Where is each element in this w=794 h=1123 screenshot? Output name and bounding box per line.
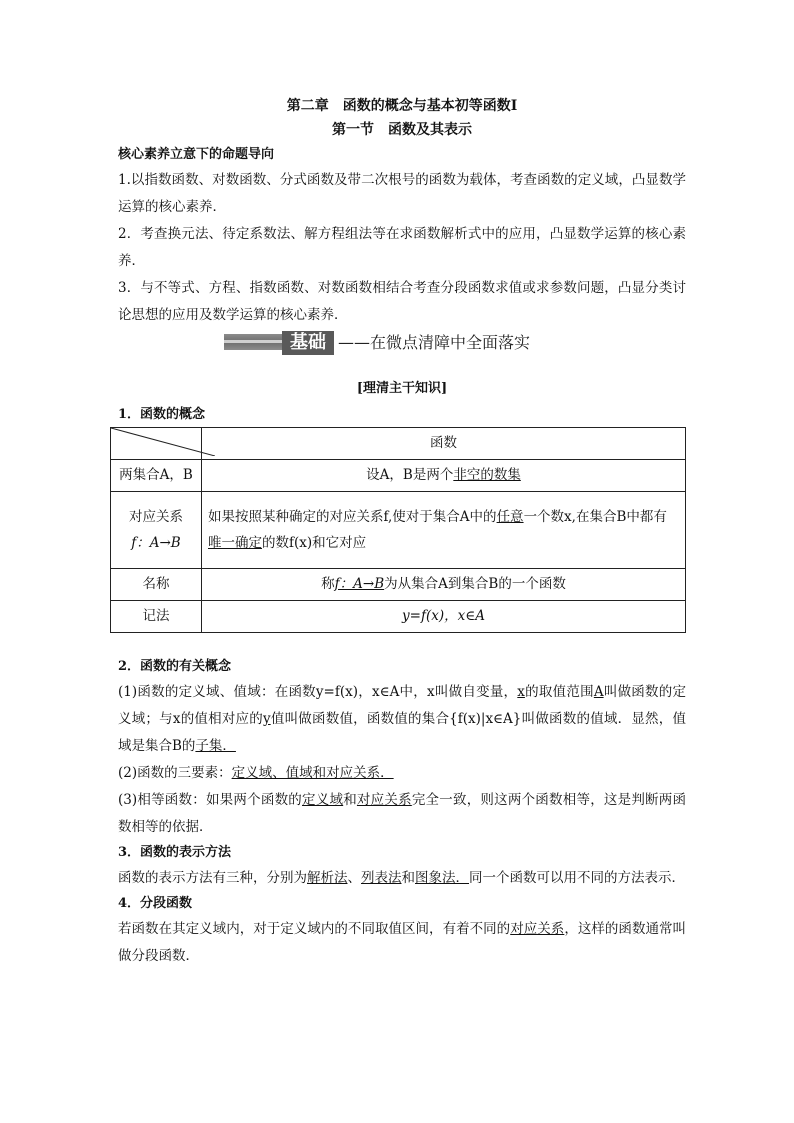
p1-text-d: 值叫做函数值，函数值的集合{f(x)|x∈A}叫做函数的值域．显然，值域是集合B的 xyxy=(118,711,686,754)
document-page xyxy=(118,95,686,970)
related-paragraph-3 xyxy=(118,787,686,841)
p3-text-a: (3)相等函数：如果两个函数的 xyxy=(118,792,303,808)
row-value-mapping xyxy=(202,492,686,569)
p1-underline-subset: 子集． xyxy=(195,738,236,754)
p1-text-a: (1)函数的定义域、值域：在函数y=f(x)，x∈A中，x叫做自变量， xyxy=(118,684,518,700)
related-heading: 2．函数的有关概念 xyxy=(118,659,232,674)
chapter-title: 第二章 函数的概念与基本初等函数Ⅰ xyxy=(286,98,518,114)
representation-paragraph xyxy=(118,865,686,892)
row-label-mapping xyxy=(111,492,202,569)
row-label-name: 名称 xyxy=(111,569,202,601)
column-header-function: 函数 xyxy=(202,428,686,460)
related-paragraph-1 xyxy=(118,679,686,760)
table-row xyxy=(111,601,686,633)
banner-subtitle: ——在微点清障中全面落实 xyxy=(338,333,531,352)
p3-underline-mapping: 对应关系 xyxy=(356,792,412,808)
banner-bar xyxy=(224,334,282,350)
p1-underline-x: x xyxy=(517,684,525,700)
representation-heading: 3．函数的表示方法 xyxy=(118,845,232,860)
mapping-label-line1: 对应关系 xyxy=(129,509,183,525)
p1-text-c: 叫做函数的定义域；与x的值相对应的 xyxy=(118,684,687,727)
p2-underline: 定义域、值域和对应关系． xyxy=(231,765,394,781)
name-underlined: f：A→B xyxy=(334,576,385,592)
mapping-text-a: 如果按照某种确定的对应关系f,使对于集合A中的 xyxy=(208,509,497,525)
diagonal-header-cell xyxy=(111,428,202,460)
rep-text-c: 和 xyxy=(401,870,415,886)
core-title: 核心素养立意下的命题导向 xyxy=(118,147,275,162)
rep-text-a: 函数的表示方法有三种，分别为 xyxy=(118,870,307,886)
table-header-row xyxy=(111,428,686,460)
row-label-notation: 记法 xyxy=(111,601,202,633)
p1-underline-y: y xyxy=(263,711,271,727)
core-item-3: 3．与不等式、方程、指数函数、对数函数相结合考查分段函数求值或求参数问题，凸显分类讨论思想的应用及数学运算的核心素养． xyxy=(118,280,686,323)
p3-text-b: 和 xyxy=(343,792,357,808)
piecewise-heading: 4．分段函数 xyxy=(118,896,193,911)
related-paragraph-2 xyxy=(118,760,686,787)
mapping-underlined-unique: 唯一确定 xyxy=(208,535,262,551)
section-title: 第一节 函数及其表示 xyxy=(332,122,472,138)
mapping-text-c: 的数f(x)和它对应 xyxy=(262,535,367,551)
rep-underline-graph: 图象法． xyxy=(415,870,469,886)
pw-underline: 对应关系 xyxy=(510,921,565,937)
p1-underline-a: A xyxy=(593,684,604,700)
piecewise-paragraph xyxy=(118,916,686,970)
rep-text-b: 、 xyxy=(347,870,361,886)
row-value-name xyxy=(202,569,686,601)
section-banner xyxy=(118,331,686,355)
concept-table xyxy=(110,427,686,633)
p3-text-c: 完全一致，则这两个函数相等，这是判断两函数相等的依据． xyxy=(118,792,687,835)
knowledge-title: [理清主干知识] xyxy=(356,381,448,396)
rep-underline-table: 列表法 xyxy=(361,870,402,886)
mapping-text-b: 一个数x,在集合B中都有 xyxy=(523,509,667,525)
mapping-label-line2: f：A→B xyxy=(131,535,181,551)
core-item-1: 1.以指数函数、对数函数、分式函数及带二次根号的函数为载体，考查函数的定义域，凸显数学运算的核心素养． xyxy=(118,172,686,215)
concept-heading: 1．函数的概念 xyxy=(118,407,206,422)
diagonal-line xyxy=(111,428,215,456)
pw-text-b: ，这样的函数通常叫做分段函数． xyxy=(118,921,687,964)
table-row xyxy=(111,492,686,569)
table-row xyxy=(111,569,686,601)
core-item-2: 2．考查换元法、待定系数法、解方程组法等在求函数解析式中的应用，凸显数学运算的核心素养． xyxy=(118,226,686,269)
table-row xyxy=(111,460,686,492)
rep-underline-analytic: 解析法 xyxy=(307,870,348,886)
p3-underline-domain: 定义域 xyxy=(302,792,344,808)
p2-text-a: (2)函数的三要素： xyxy=(118,765,232,781)
mapping-underlined-any: 任意 xyxy=(496,509,524,525)
row-value-sets xyxy=(202,460,686,492)
banner-tag: 基础 xyxy=(282,331,334,355)
sets-text: 设A，B是两个 xyxy=(366,467,454,483)
pw-text-a: 若函数在其定义域内，对于定义域内的不同取值区间，有着不同的 xyxy=(118,921,511,937)
p1-text-b: 的取值范围 xyxy=(524,684,594,700)
sets-underlined: 非空的数集 xyxy=(453,467,521,483)
name-text-a: 称 xyxy=(321,576,335,592)
name-text-b: 为从集合A到集合B的一个函数 xyxy=(384,576,566,592)
row-label-sets: 两集合A，B xyxy=(111,460,202,492)
row-value-notation: y=f(x)，x∈A xyxy=(202,601,686,633)
rep-text-d: 同一个函数可以用不同的方法表示． xyxy=(469,870,685,886)
